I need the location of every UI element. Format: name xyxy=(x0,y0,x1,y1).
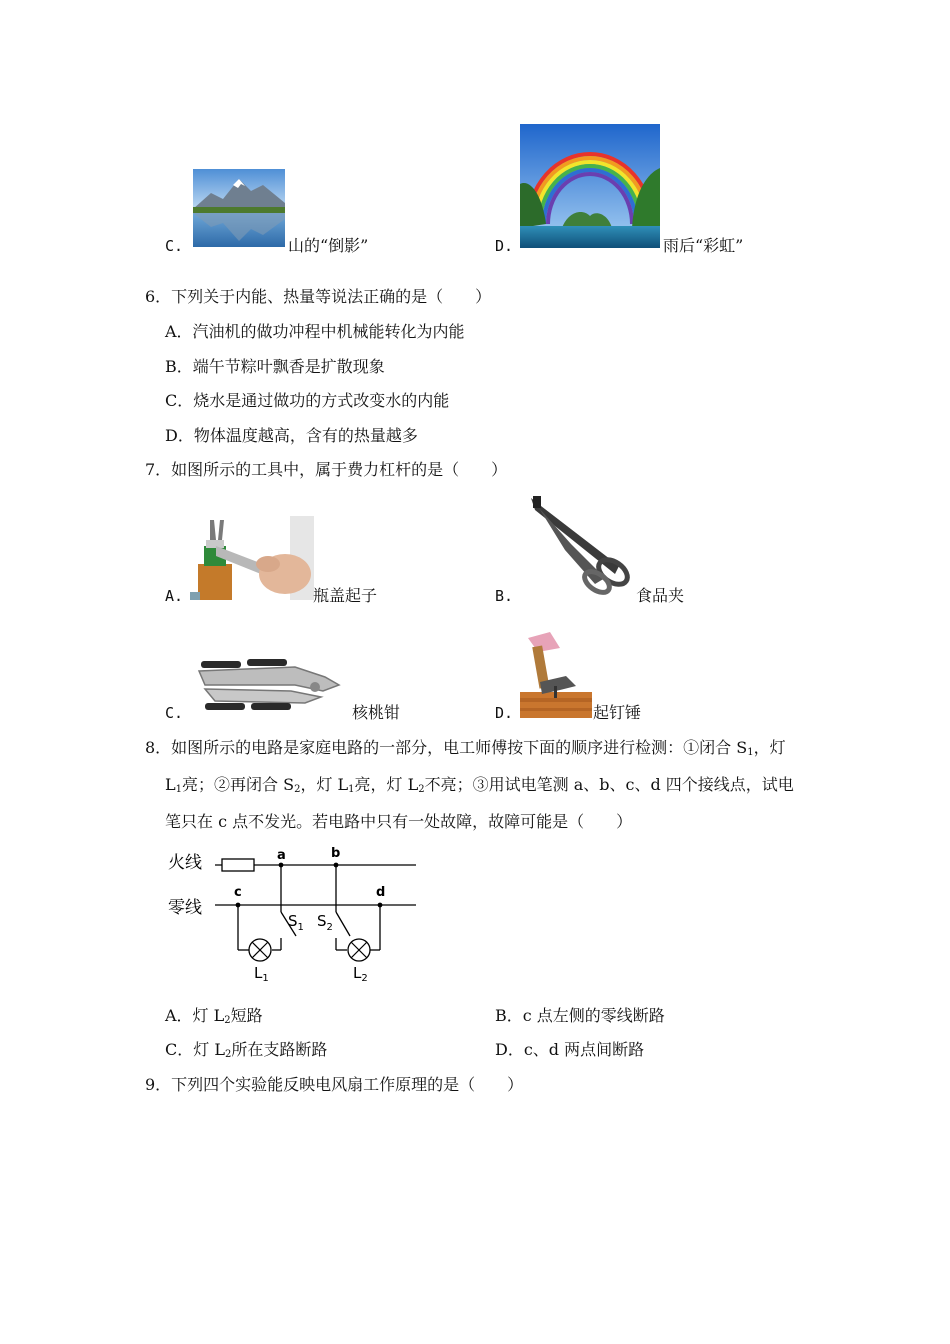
q7-option-d-letter: D. xyxy=(495,704,514,722)
q5-option-d-caption: 雨后“彩虹” xyxy=(663,236,744,255)
fuse-icon xyxy=(222,859,254,871)
q8-stem-line-3: 笔只在 c 点不发光。若电路中只有一处故障，故障可能是（ ） xyxy=(165,812,633,831)
q6-option-d: D．物体温度越高，含有的热量越多 xyxy=(165,426,418,445)
q6-option-a: A．汽油机的做功冲程中机械能转化为内能 xyxy=(165,322,465,341)
q7-option-b-caption: 食品夹 xyxy=(636,586,685,605)
q9-stem: 9．下列四个实验能反映电风扇工作原理的是（ ） xyxy=(145,1075,524,1094)
switch-s2-label: $S_2$ xyxy=(317,912,333,933)
q5-option-c-caption: 山的“倒影” xyxy=(288,236,369,255)
point-d-label: d xyxy=(376,885,386,900)
q8-stem-line-2: $L_1$亮；②再闭合 $S_2$，灯 $L_1$亮，灯 $L_2$不亮；③用试电笔测 a、b、c、d 四个接线点，试电 xyxy=(165,775,794,795)
rainbow-image xyxy=(520,124,660,248)
q8-option-b: B．c 点左侧的零线断路 xyxy=(495,1006,665,1025)
q8-option-a: A．灯 $L_2$短路 xyxy=(165,1006,263,1026)
live-wire-label: 火线 xyxy=(168,853,202,873)
lamp-l1-label: $L_1$ xyxy=(254,964,269,984)
q5-option-d-letter: D. xyxy=(495,237,514,255)
switch-s2-icon xyxy=(336,912,350,936)
q8-option-c: C．灯 $L_2$所在支路断路 xyxy=(165,1040,328,1060)
q7-option-d-caption: 起钉锤 xyxy=(593,703,642,722)
claw-hammer-image xyxy=(520,628,592,718)
q8-option-d: D．c、d 两点间断路 xyxy=(495,1040,645,1059)
switch-s1-label: $S_1$ xyxy=(288,912,304,933)
point-a-label: a xyxy=(277,848,286,863)
q7-stem: 7．如图所示的工具中，属于费力杠杆的是（ ） xyxy=(145,460,508,479)
food-tongs-image xyxy=(525,496,635,596)
q6-option-c: C．烧水是通过做功的方式改变水的内能 xyxy=(165,391,450,410)
q6-stem: 6．下列关于内能、热量等说法正确的是（ ） xyxy=(145,287,492,306)
q8-stem-line-1: 8．如图所示的电路是家庭电路的一部分，电工师傅按下面的顺序进行检测：①闭合 $S_1$，灯 xyxy=(145,738,786,758)
point-c-label: c xyxy=(234,885,242,900)
nutcracker-image xyxy=(195,655,345,717)
point-b-label: b xyxy=(331,846,341,861)
q7-option-c-caption: 核桃钳 xyxy=(352,703,401,722)
q7-option-c-letter: C. xyxy=(165,704,184,722)
household-circuit-diagram xyxy=(160,840,430,985)
q7-option-a-caption: 瓶盖起子 xyxy=(313,586,378,605)
lamp-l2-label: $L_2$ xyxy=(353,964,368,984)
mountain-reflection-image xyxy=(193,169,285,247)
q7-option-a-letter: A. xyxy=(165,587,184,605)
bottle-opener-image xyxy=(190,516,314,600)
neutral-wire-label: 零线 xyxy=(168,898,202,918)
q6-option-b: B．端午节粽叶飘香是扩散现象 xyxy=(165,357,385,376)
q7-option-b-letter: B. xyxy=(495,587,514,605)
q5-option-c-letter: C. xyxy=(165,237,184,255)
